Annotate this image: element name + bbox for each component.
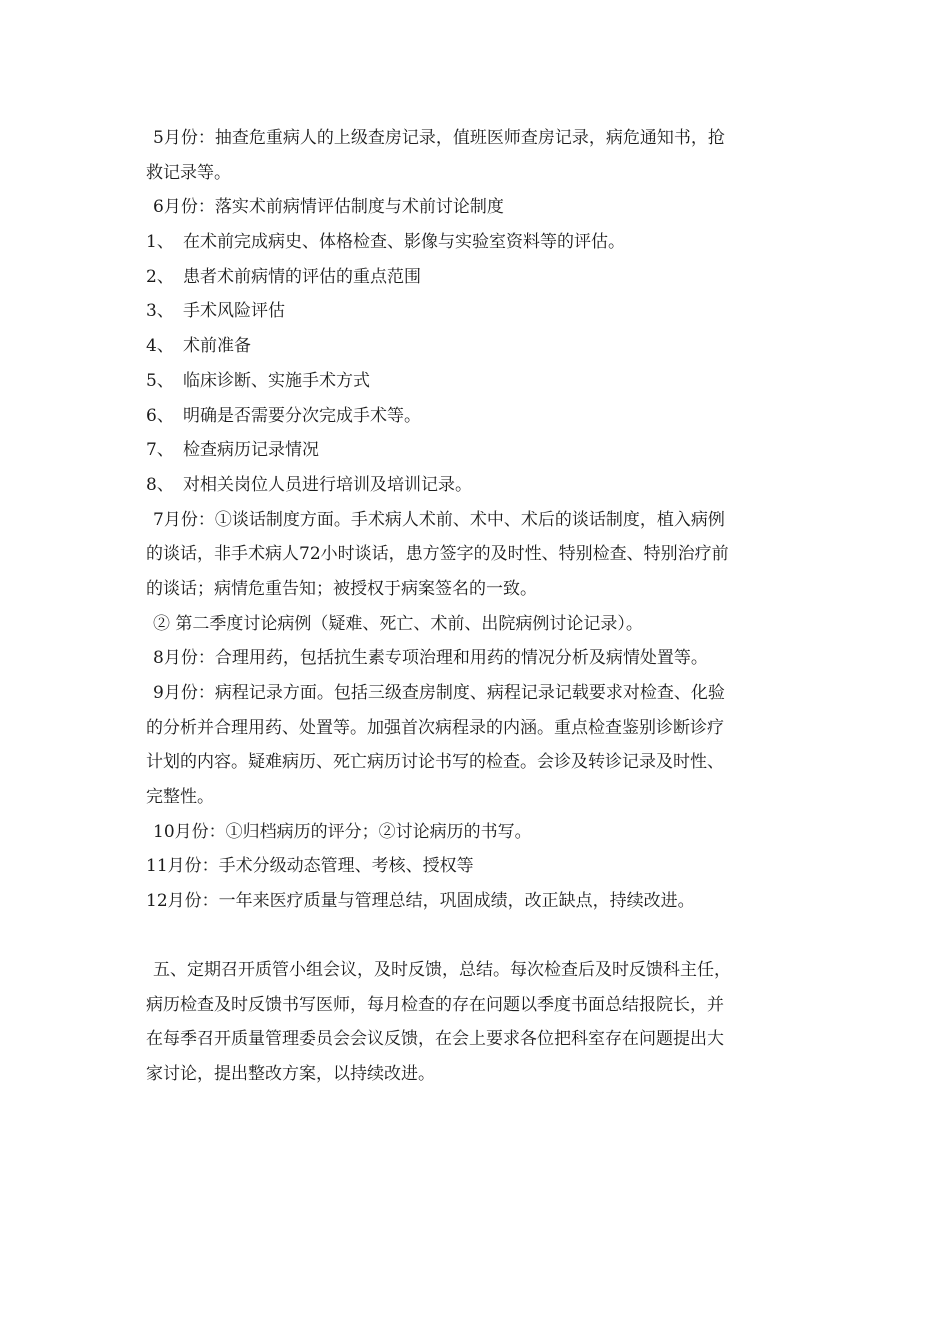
item-text: 明确是否需要分次完成手术等。 — [183, 405, 421, 426]
item-text: 检查病历记录情况 — [183, 440, 319, 461]
september-line-3: 计划的内容。疑难病历、死亡病历讨论书写的检查。会诊及转诊记录及时性、 — [146, 752, 724, 773]
item-number: 6、 — [146, 405, 174, 426]
may-line-1: 5月份：抽查危重病人的上级查房记录，值班医师查房记录，病危通知书，抢 — [153, 128, 725, 148]
may-line-2: 救记录等。 — [146, 162, 231, 183]
item-number: 8、 — [146, 474, 174, 495]
june-item-6 — [146, 399, 806, 434]
section5-line-3: 在每季召开质量管理委员会会议反馈，在会上要求各位把科室存在问题提出大 — [146, 1029, 724, 1050]
june-item-8 — [146, 468, 806, 503]
item-text: 临床诊断、实施手术方式 — [183, 370, 370, 391]
item-text: 在术前完成病史、体格检查、影像与实验室资料等的评估。 — [183, 232, 625, 253]
july-line-2: 的谈话，非手术病人72小时谈话，患方签字的及时性、特别检查、特别治疗前 — [146, 544, 729, 565]
june-heading: 6月份：落实术前病情评估制度与术前讨论制度 — [153, 197, 504, 218]
september-line-2: 的分析并合理用药、处置等。加强首次病程录的内涵。重点检查鉴别诊断诊疗 — [146, 717, 724, 738]
june-item-1 — [146, 225, 806, 260]
november-line-1: 11月份：手术分级动态管理、考核、授权等 — [146, 856, 474, 877]
item-number: 1、 — [146, 232, 174, 253]
item-number: 7、 — [146, 440, 174, 461]
section5-line-2: 病历检查及时反馈书写医师，每月检查的存在问题以季度书面总结报院长，并 — [146, 994, 724, 1015]
september-line-1: 9月份：病程记录方面。包括三级查房制度、病程记录记载要求对检查、化验 — [153, 683, 725, 703]
paragraph-gap — [146, 919, 806, 953]
item-text: 术前准备 — [183, 336, 251, 357]
june-item-5 — [146, 364, 806, 399]
june-item-4 — [146, 329, 806, 364]
item-number: 3、 — [146, 301, 174, 322]
july-line-3: 的谈话；病情危重告知；被授权于病案签名的一致。 — [146, 578, 537, 599]
june-item-3 — [146, 294, 806, 329]
section5-line-1: 五、定期召开质管小组会议，及时反馈，总结。每次检查后及时反馈科主任， — [153, 959, 731, 980]
august-line-1: 8月份：合理用药，包括抗生素专项治理和用药的情况分析及病情处置等。 — [153, 648, 708, 669]
item-text: 手术风险评估 — [183, 301, 285, 322]
item-number: 2、 — [146, 266, 174, 287]
item-number: 4、 — [146, 336, 174, 357]
june-item-7 — [146, 433, 806, 468]
june-item-2 — [146, 260, 806, 295]
section5-line-4: 家讨论，提出整改方案，以持续改进。 — [146, 1063, 435, 1084]
september-line-4: 完整性。 — [146, 787, 214, 808]
july-line-4: ② 第二季度讨论病例（疑难、死亡、术前、出院病例讨论记录）。 — [153, 613, 643, 634]
october-line-1: 10月份：①归档病历的评分；②讨论病历的书写。 — [153, 821, 532, 842]
item-text: 患者术前病情的评估的重点范围 — [183, 266, 421, 287]
item-text: 对相关岗位人员进行培训及培训记录。 — [183, 474, 472, 495]
december-line-1: 12月份：一年来医疗质量与管理总结，巩固成绩，改正缺点，持续改进。 — [146, 891, 695, 912]
document-body — [146, 121, 806, 1092]
item-number: 5、 — [146, 370, 174, 391]
july-line-1: 7月份：①谈话制度方面。手术病人术前、术中、术后的谈话制度，植入病例 — [153, 509, 725, 530]
